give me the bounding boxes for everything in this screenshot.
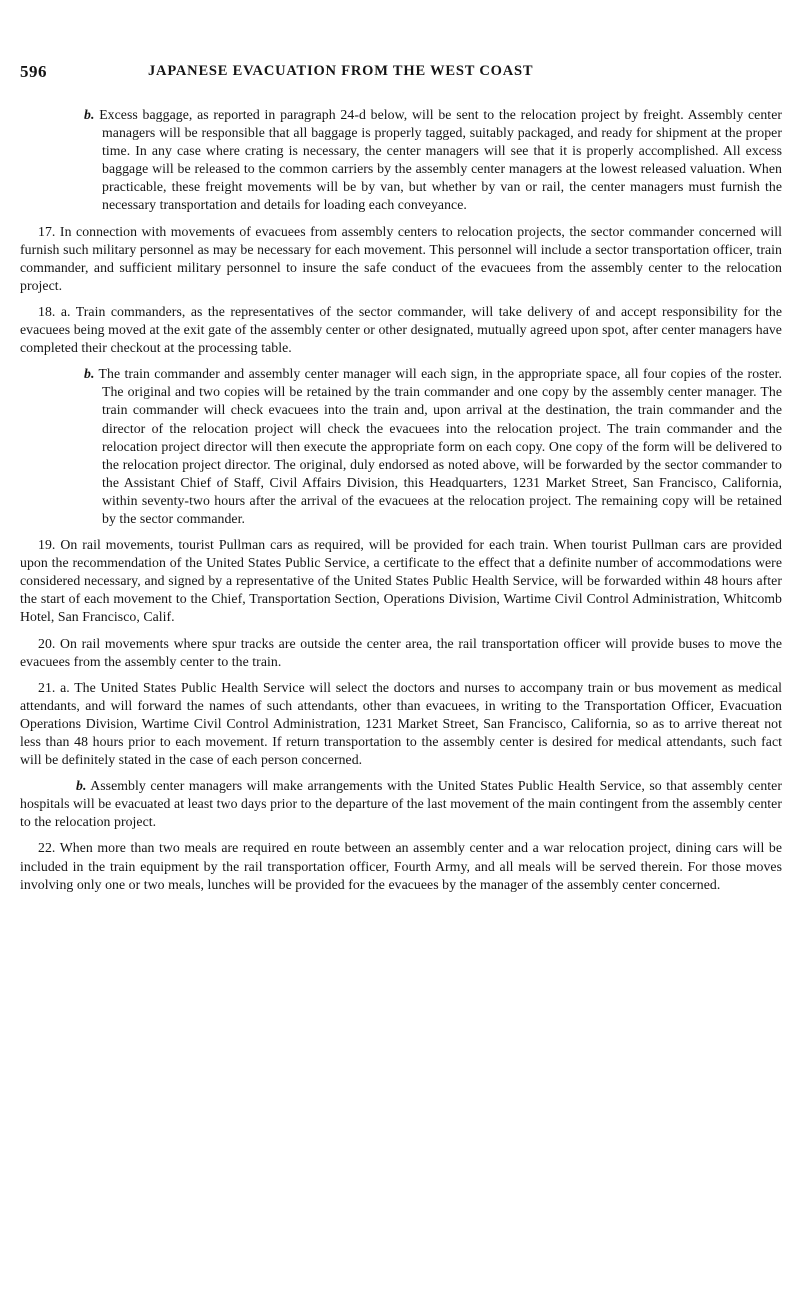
paragraph-text: When more than two meals are required en route between an assembly center and a war relocation project, dining cars will be included in the train equipment by the rail transportation officer, Fourth Army, and all meals will be served therein. For those moves involving only one or two meals, lunches will be provided for the evacuees by the manager of the assembly center concerned. xyxy=(20,840,782,892)
paragraph-label: 22. xyxy=(38,840,56,856)
paragraph-label: b. xyxy=(84,366,95,382)
paragraph-18a xyxy=(20,303,782,357)
paragraph-20 xyxy=(20,635,782,671)
paragraph-16b xyxy=(84,106,783,215)
paragraph-text: Assembly center managers will make arrangements with the United States Public Health Service, so that assembly center hospitals will be evacuated at least two days prior to the departure of the last movement of the main contingent from the assembly center to the relocation project. xyxy=(20,778,782,830)
paragraph-text: Excess baggage, as reported in paragraph 24-d below, will be sent to the relocation project by freight. Assembly center managers will be responsible that all baggage is properly tagged, suitably packaged, and ready for shipment at the proper time. In any case where crating is necessary, the center managers will see that it is properly accomplished. All excess baggage will be released to the common carriers by the assembly center managers at the lowest released valuation. When practicable, these freight movements will be by van, but whether by van or rail, the center managers must furnish the necessary transportation and details for loading each conveyance. xyxy=(99,107,783,213)
paragraph-19 xyxy=(20,536,782,626)
paragraph-label: 18. a. xyxy=(38,303,71,319)
paragraph-label: 17. xyxy=(38,223,56,239)
paragraph-text: The United States Public Health Service will select the doctors and nurses to accompany train or bus movement as medical attendants, and will forward the names of such attendants, other than evacuees, in writing to the Transportation Officer, Evacuation Operations Division, Wartime Civil Control Administration, 1231 Market Street, San Francisco, California, so as to arrive thereat not less than 48 hours prior to each movement. If return transportation to the assembly center is desired for medical attendants, such fact will be definitely stated in the case of each person concerned. xyxy=(20,679,783,768)
paragraph-label: b. xyxy=(84,107,95,122)
paragraph-text: On rail movements, tourist Pullman cars as required, will be provided for each train. When tourist Pullman cars are provided upon the recommendation of the United States Public Service, a certificate to the effect that a definite number of accommodations were considered necessary, and signed by a representative of the United States Public Health Service, will be forwarded within 48 hours after the start of each movement to the Chief, Transportation Section, Operations Division, Wartime Civil Control Administration, Whitcomb Hotel, San Francisco, Calif. xyxy=(20,537,782,625)
paragraph-label: 19. xyxy=(38,537,56,553)
paragraph-label: b. xyxy=(76,778,87,794)
paragraph-text: Train commanders, as the representatives of the sector commander, will take delivery of and accept responsibility for the evacuees being moved at the exit gate of the assembly center or other designated, mutually agreed upon spot, after center managers have completed their checkout at the processing table. xyxy=(20,303,782,356)
page-header xyxy=(20,60,782,84)
paragraph-text: The train commander and assembly center manager will each sign, in the appropriate space, all four copies of the roster. The original and two copies will be retained by the train commander and one copy by the assembly center manager. The train commander will check evacuees into the train and, upon arrival at the destination, the train commander and the director of the relocation project will check the evacuees into the relocation project. The train commander and the relocation project director will then execute the appropriate form on each copy. One copy of the form will be delivered to the relocation project director. The original, duly endorsed as noted above, will be forwarded by the sector commander to the Assistant Chief of Staff, Civil Affairs Division, this Headquarters, 1231 Market Street, San Francisco, California, within seventy-two hours after the arrival of the evacuees at the relocation project. The remaining copy will be retained by the sector commander. xyxy=(98,366,783,526)
paragraph-text: On rail movements where spur tracks are outside the center area, the rail transportation officer will provide buses to move the evacuees from the assembly center to the train. xyxy=(20,635,782,669)
paragraph-22 xyxy=(20,839,782,893)
paragraph-21a xyxy=(20,679,782,769)
paragraph-text: In connection with movements of evacuees from assembly centers to relocation projects, the sector commander concerned will furnish such military personnel as may be necessary for each movement. This personnel will include a sector transportation officer, train commander, and sufficient military personnel to insure the safe conduct of the evacuees from the assembly center to the relocation project. xyxy=(20,223,783,293)
page-number: 596 xyxy=(20,62,47,81)
paragraph-18b xyxy=(84,365,783,528)
running-title: JAPANESE EVACUATION FROM THE WEST COAST xyxy=(148,63,534,79)
paragraph-17 xyxy=(20,223,782,295)
paragraph-21b xyxy=(20,777,782,831)
paragraph-label: 20. xyxy=(38,635,56,651)
body-text xyxy=(20,106,782,902)
paragraph-label: 21. a. xyxy=(38,679,70,695)
